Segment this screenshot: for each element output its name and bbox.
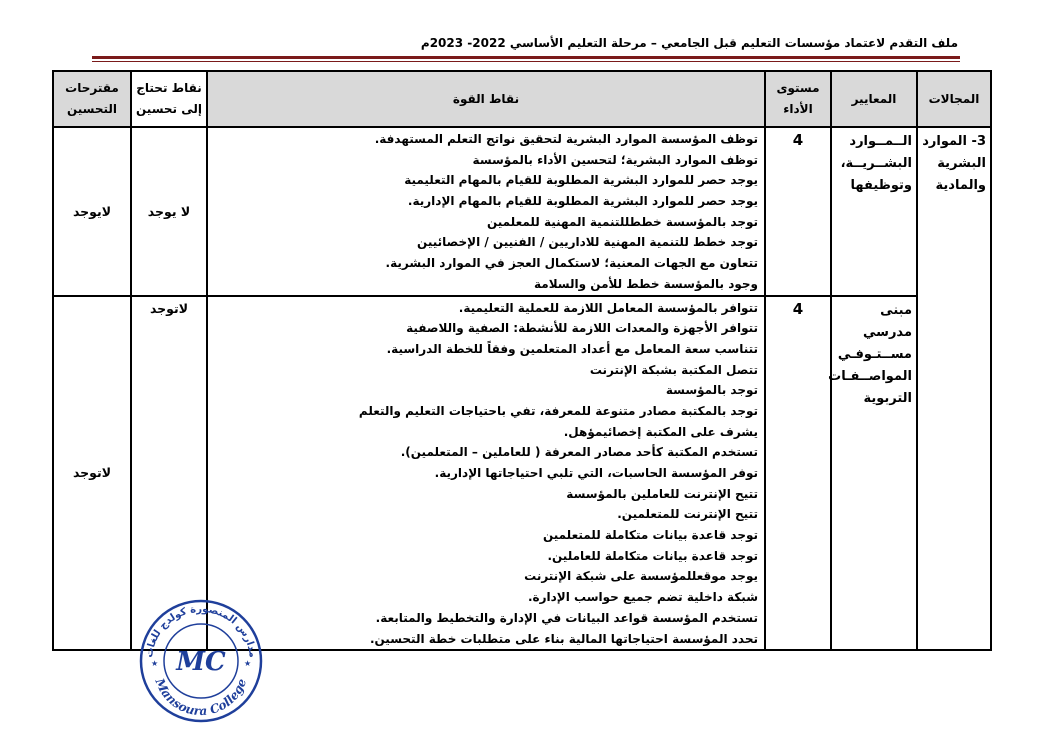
strength-item: تتناسب سعة المعامل مع أعداد المتعلمين وفقاً للخطة الدراسية. bbox=[386, 341, 758, 356]
strength-item: توظف المؤسسة الموارد البشرية لتحقيق نواتج التعلم المستهدفة. bbox=[374, 132, 758, 146]
strength-item: تتيح الإنترنت للمتعلمين. bbox=[617, 507, 758, 522]
domain-cell: 3- الموارد البشرية والمادية bbox=[917, 127, 991, 650]
header-needs-line2: إلى تحسين bbox=[136, 102, 202, 116]
strength-item: تتوافر بالمؤسسة المعامل اللازمة للعملية التعليمية. bbox=[458, 300, 758, 315]
strength-item: يوجد حصر للموارد البشرية المطلوبة للقيام بالمهام التعليمية bbox=[404, 173, 758, 188]
strengths-table bbox=[52, 70, 992, 651]
stamp-logo-text: MC bbox=[176, 647, 226, 677]
header-level-line2: الأداء bbox=[783, 102, 813, 116]
table-header-row bbox=[53, 71, 991, 127]
header-suggestions-line2: التحسين bbox=[66, 102, 118, 116]
header-suggestions bbox=[53, 71, 131, 127]
strength-item: تتيح الإنترنت للعاملين بالمؤسسة bbox=[566, 486, 758, 501]
header-rule bbox=[92, 56, 960, 59]
strength-item: توجد بالمكتبة مصادر متنوعة للمعرفة، تفي باحتياجات التعليم والتعلم bbox=[358, 403, 758, 418]
strength-item: توجد بالمؤسسة bbox=[665, 383, 758, 398]
strength-item: تستخدم المكتبة كأحد مصادر المعرفة ( للعاملين – المتعلمين). bbox=[400, 445, 758, 460]
strength-item: توجد قاعدة بيانات متكاملة للمتعلمين bbox=[542, 528, 758, 543]
level-cell: 4 bbox=[765, 127, 831, 296]
strength-item: يوجد موقعللمؤسسة على شبكة الإنترنت bbox=[524, 569, 758, 584]
strength-item: تتوافر الأجهزة والمعدات اللازمة للأنشطة: الصفية واللاصفية bbox=[406, 321, 758, 336]
strength-item: تتعاون مع الجهات المعنية؛ لاستكمال العجز في الموارد البشرية. bbox=[385, 256, 758, 271]
header-level-line1: مستوى bbox=[776, 81, 820, 95]
strength-item: تستخدم المؤسسة قواعد البيانات في الإدارة والتخطيط والمتابعة. bbox=[375, 610, 758, 625]
strength-item: تحدد المؤسسة احتياجاتها المالية بناء على متطلبات خطة التحسين. bbox=[369, 631, 758, 646]
svg-text:★: ★ bbox=[244, 659, 252, 668]
strength-item: شبكة داخلية تضم جميع حواسب الإدارة. bbox=[527, 590, 758, 605]
criteria-cell: الــمــوارد البشــريــة، وتوظيفها bbox=[831, 127, 917, 296]
needs-cell: لاتوجد bbox=[131, 296, 207, 651]
strength-item: وجود بالمؤسسة خطط للأمن والسلامة bbox=[533, 276, 758, 291]
strengths-cell bbox=[207, 127, 765, 296]
header-level bbox=[765, 71, 831, 127]
criteria-cell: مبنى مدرسي مســتـوفـي المواصــفـات التربوية bbox=[831, 296, 917, 651]
strength-item: توجد قاعدة بيانات متكاملة للعاملين. bbox=[547, 548, 758, 563]
strength-item: يوجد حصر للموارد البشرية المطلوبة للقيام بالمهام الإدارية. bbox=[407, 194, 758, 209]
stamp-bottom-text: Mansoura College bbox=[152, 676, 250, 719]
svg-text:★: ★ bbox=[151, 659, 159, 668]
header-needs bbox=[131, 71, 207, 127]
school-stamp-icon bbox=[138, 598, 264, 724]
strengths-cell bbox=[207, 296, 765, 651]
header-rule-thin bbox=[92, 61, 960, 62]
stamp-top-text: مدارس المنصورة كولدج للغات bbox=[143, 603, 258, 659]
suggestions-cell: لايوجد bbox=[53, 127, 131, 296]
header-suggestions-line1: مقترحات bbox=[65, 81, 119, 95]
table-row bbox=[53, 296, 991, 651]
page-header-title: ملف التقدم لاعتماد مؤسسات التعليم قبل الجامعي – مرحلة التعليم الأساسي 2022- 2023م bbox=[420, 36, 958, 50]
header-domains: المجالات bbox=[917, 71, 991, 127]
strength-item: تتصل المكتبة بشبكة الإنترنت bbox=[589, 362, 758, 377]
strength-item: يشرف على المكتبة إخصائيمؤهل. bbox=[563, 424, 758, 439]
needs-cell: لا يوجد bbox=[131, 127, 207, 296]
level-cell: 4 bbox=[765, 296, 831, 651]
header-strengths: نقاط القوة bbox=[207, 71, 765, 127]
strength-item: توفر المؤسسة الحاسبات، التي تلبي احتياجاتها الإدارية. bbox=[434, 466, 758, 480]
strength-item: توجد بالمؤسسة خططللتنمية المهنية للمعلمين bbox=[486, 214, 758, 229]
table-row bbox=[53, 127, 991, 296]
suggestions-cell: لاتوجد bbox=[53, 296, 131, 651]
header-criteria: المعايير bbox=[831, 71, 917, 127]
strength-item: توظف الموارد البشرية؛ لتحسين الأداء بالمؤسسة bbox=[472, 152, 758, 167]
header-needs-line1: نقاط تحتاج bbox=[136, 81, 202, 95]
strength-item: توجد خطط للتنمية المهنية للاداريين / الفنيين / الإخصائيين bbox=[417, 235, 758, 250]
